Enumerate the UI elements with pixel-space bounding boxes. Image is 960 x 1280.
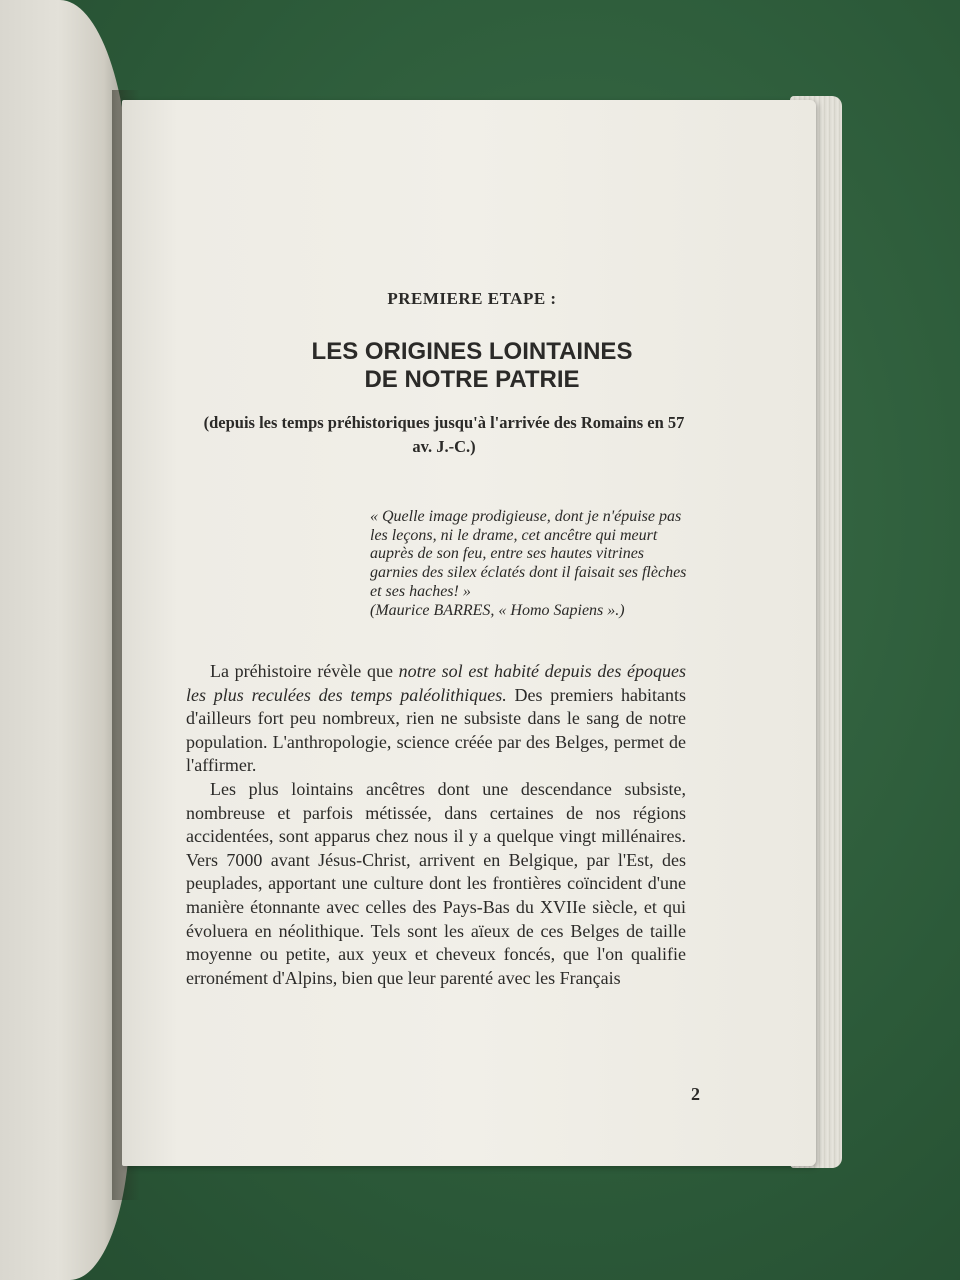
chapter-title-line-1: LES ORIGINES LOINTAINES — [311, 338, 633, 365]
paragraph-1-intro: La préhistoire révèle que — [210, 661, 399, 681]
left-page — [0, 0, 130, 1280]
stage-label: PREMIERE ETAPE : — [387, 289, 557, 308]
paragraph-2: Les plus lointains ancêtres dont une descendance subsiste, nombreuse et parfois métissée, dans certaines de nos régions accidentées, sont apparus chez nous il y a quelque vingt millénaires. Vers 7000 avant Jésus-Christ, arrivent en Belgique, par l'Est, des peuplades, apportant une culture dont les frontières coïncident d'une manière étonnante avec celles des Pays-Bas du XVIIe siècle, et qui évoluera en néolithique. Tels sont les aïeux de ces Belges de taille moyenne ou petite, aux yeux et cheveux foncés, que l'on qualifie erronément d'Alpins, bien que leur parenté avec les Français — [186, 778, 686, 988]
right-page — [122, 100, 816, 1166]
chapter-title-line-2: DE NOTRE PATRIE — [364, 366, 580, 393]
epigraph-quote: « Quelle image prodigieuse, dont je n'épuise pas les leçons, ni le drame, cet ancêtre qui meurt auprès de son feu, entre ses hautes vitrines garnies des silex éclatés dont il faisait ses flèches et ses haches! » — [370, 508, 687, 600]
page-number: 2 — [691, 1084, 700, 1104]
epigraph-attribution: (Maurice BARRES, « Homo Sapiens ».) — [370, 601, 625, 619]
chapter-title — [242, 338, 702, 394]
body-text — [186, 660, 686, 990]
paragraph-1-rest: Des premiers habitants d'ailleurs fort peu nombreux, rien ne subsiste dans le sang de notre population. L'anthropologie, science créée par des Belges, permet de l'affirmer. — [186, 684, 687, 776]
epigraph — [370, 508, 690, 620]
paragraph-1-emphasis: notre sol est habité depuis des époques les plus reculées des temps paléolithiques. — [186, 661, 686, 705]
chapter-subtitle: (depuis les temps préhistoriques jusqu'à l'arrivée des Romains en 57 av. J.-C.) — [203, 413, 685, 456]
paragraph-1 — [186, 660, 686, 778]
